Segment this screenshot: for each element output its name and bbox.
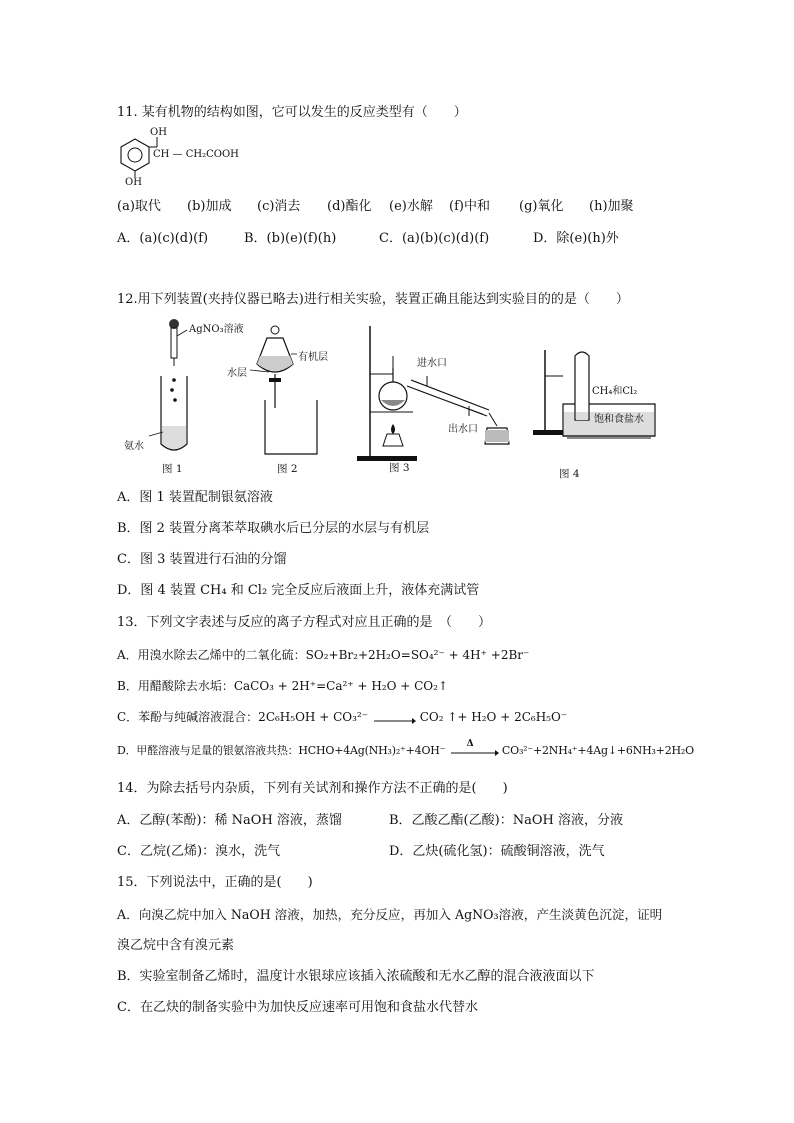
- q15-option-c: C．在乙炔的制备实验中为加快反应速率可用饱和食盐水代替水: [117, 1000, 478, 1015]
- q11-stem: 11. 某有机物的结构如图，它可以发生的反应类型有（ ）: [117, 105, 467, 120]
- q13-option-b: B．用醋酸除去水垢：CaCO₃ + 2H⁺=Ca²⁺ + H₂O + CO₂↑: [117, 679, 449, 693]
- q12-option-b: B．图 2 装置分离苯萃取碘水后已分层的水层与有机层: [117, 521, 430, 536]
- q14-options-row2: [117, 843, 605, 861]
- fig2-water-layer-label: 水层: [227, 368, 247, 379]
- option-b: B．(b)(e)(f)(h): [244, 231, 337, 246]
- oh-top-label: OH: [150, 127, 167, 138]
- q13-option-d: [117, 739, 694, 760]
- q12-option-a: A．图 1 装置配制银氨溶液: [117, 490, 273, 505]
- q13-option-c: [117, 708, 567, 726]
- fig3-water-out-label: 出水口: [448, 424, 478, 435]
- q12-figures: [117, 316, 667, 484]
- q12-option-d: D．图 4 装置 CH₄ 和 Cl₂ 完全反应后液面上升，液体充满试管: [117, 583, 480, 598]
- reaction-arrow-icon: [372, 713, 416, 723]
- side-chain-label: CH — CH₂COOH: [153, 149, 239, 160]
- q15-option-a-line2: 溴乙烷中含有溴元素: [117, 938, 235, 953]
- option-a: A．(a)(c)(d)(f): [117, 231, 209, 246]
- fig2-caption: 图 2: [277, 463, 298, 475]
- option-c: C．(a)(b)(c)(d)(f): [379, 231, 490, 246]
- q14-option-a: A．乙醇(苯酚)：稀 NaOH 溶液，蒸馏: [117, 813, 342, 828]
- type-e: (e)水解: [389, 199, 433, 214]
- q11-options: [117, 230, 619, 248]
- fig2-organic-layer-label: 有机层: [298, 352, 328, 363]
- type-g: (g)氧化: [519, 199, 564, 214]
- type-f: (f)中和: [449, 199, 490, 214]
- q14-option-b: B．乙酸乙酯(乙酸)：NaOH 溶液，分液: [389, 813, 623, 828]
- q15-option-b: B．实验室制备乙烯时，温度计水银球应该插入浓硫酸和无水乙醇的混合液液面以下: [117, 969, 595, 984]
- q13-option-a: A．用溴水除去乙烯中的二氧化硫：SO₂+Br₂+2H₂O=SO₄²⁻ + 4H⁺ +2Br⁻: [117, 648, 530, 662]
- type-b: (b)加成: [187, 199, 232, 214]
- q14-stem: 14．为除去括号内杂质，下列有关试剂和操作方法不正确的是( ): [117, 781, 508, 796]
- q11-reaction-types: [117, 198, 634, 216]
- option-d: D．除(e)(h)外: [533, 231, 619, 246]
- q12-stem: 12.用下列装置(夹持仪器已略去)进行相关实验，装置正确且能达到实验目的的是（ ）: [117, 292, 629, 307]
- fig3-water-in-label: 进水口: [417, 358, 447, 369]
- fig1-agno3-label: AgNO₃溶液: [189, 324, 244, 335]
- q12-option-c: C．图 3 装置进行石油的分馏: [117, 552, 287, 567]
- fig3-caption: 图 3: [389, 462, 410, 474]
- fig1-ammonia-label: 氨水: [124, 441, 144, 452]
- q13-option-c-products: CO₂ ↑+ H₂O + 2C₆H₅O⁻: [419, 710, 568, 724]
- q13-stem: 13．下列文字表述与反应的离子方程式对应且正确的是 （ ）: [117, 615, 492, 630]
- q14-options-row1: [117, 812, 623, 830]
- type-d: (d)酯化: [327, 199, 372, 214]
- q14-option-d: D．乙炔(硫化氢)：硫酸铜溶液，洗气: [389, 844, 605, 859]
- q13-option-c-reactants: C．苯酚与纯碱溶液混合：2C₆H₅OH + CO₃²⁻: [117, 710, 369, 724]
- oh-bottom-label: OH: [125, 177, 142, 188]
- fig1-caption: 图 1: [162, 463, 183, 475]
- fig4-brine-label: 饱和食盐水: [594, 414, 644, 425]
- heating-arrow-icon: [449, 739, 499, 756]
- q15-stem: 15．下列说法中，正确的是( ): [117, 875, 313, 890]
- q14-option-c: C．乙烷(乙烯)：溴水，洗气: [117, 844, 281, 859]
- heating-symbol: Δ: [466, 739, 474, 749]
- q13-option-d-reactants: D．甲醛溶液与足量的银氨溶液共热：HCHO+4Ag(NH₃)₂⁺+4OH⁻: [117, 744, 446, 757]
- type-h: (h)加聚: [589, 199, 634, 214]
- q11-structure: [117, 127, 247, 195]
- fig4-caption: 图 4: [559, 468, 580, 480]
- fig4-gas-label: CH₄和Cl₂: [592, 386, 638, 397]
- q15-option-a-line1: A．向溴乙烷中加入 NaOH 溶液，加热，充分反应，再加入 AgNO₃溶液，产生淡黄色沉淀，证明: [117, 907, 663, 922]
- type-a: (a)取代: [117, 199, 161, 214]
- type-c: (c)消去: [257, 199, 301, 214]
- q13-option-d-products: CO₃²⁻+2NH₄⁺+4Ag↓+6NH₃+2H₂O: [501, 744, 694, 757]
